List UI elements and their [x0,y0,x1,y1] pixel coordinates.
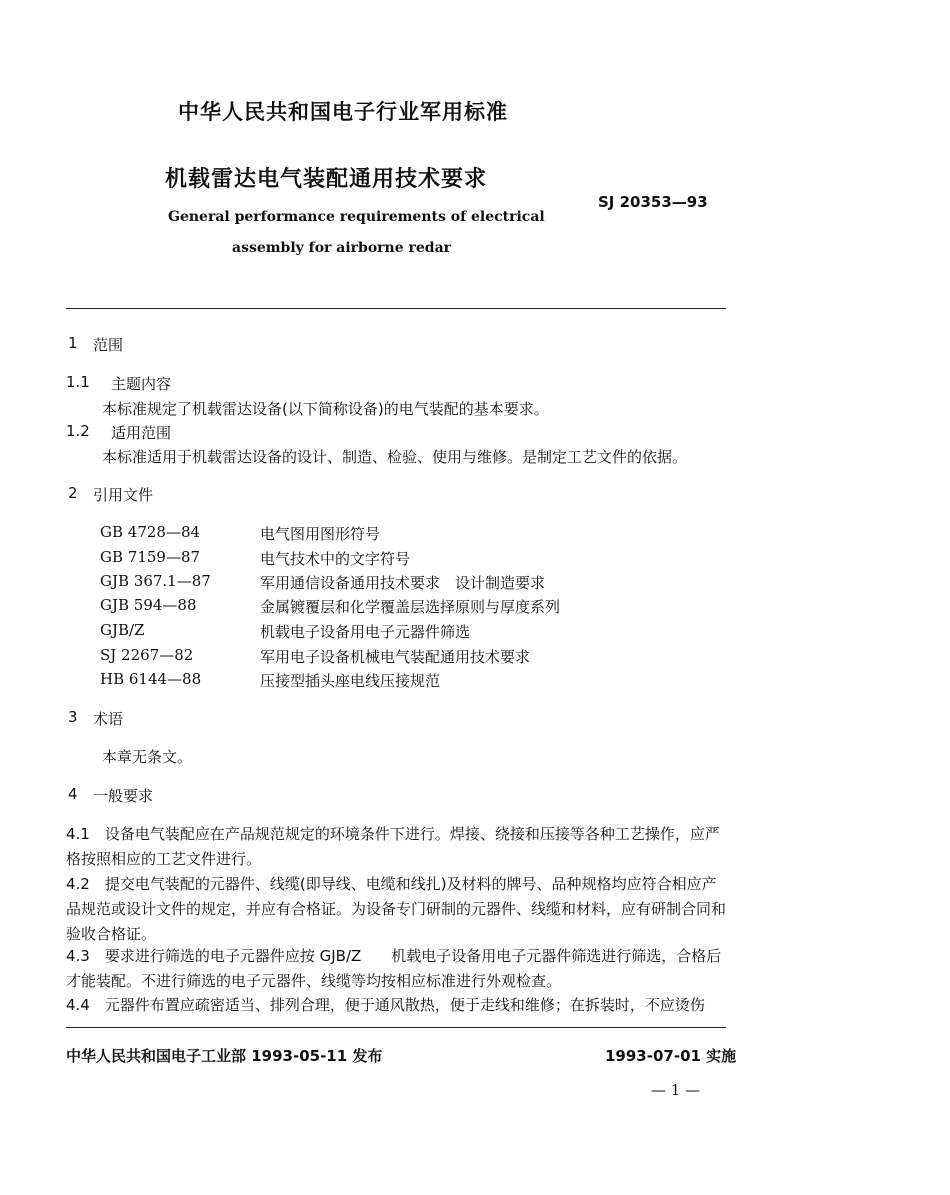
english-title-line2: assembly for airborne redar [232,240,452,256]
section-4-number: 4 [68,785,78,803]
section-2-title: 引用文件 [93,486,154,504]
section-3-number: 3 [68,708,78,726]
paragraph-4-3: 4.3 要求进行筛选的电子元器件应按 GJB/Z 机载电子设备用电子元器件筛选进行筛选，合格后才能装配。不进行筛选的电子元器件、线缆等均按相应标准进行外观检查。 [66,947,722,990]
reference-code: GB 4728—84 [100,523,201,541]
footer-divider [66,1027,726,1028]
effective-date: 1993-07-01 实施 [605,1047,737,1065]
section-1-2-text: 本标准适用于机载雷达设备的设计、制造、检验、使用与维修。是制定工艺文件的依据。 [102,448,688,466]
reference-title: 军用电子设备机械电气装配通用技术要求 [260,648,531,666]
section-1-1-title: 主题内容 [111,375,172,393]
section-3-title: 术语 [93,710,124,728]
standard-code: SJ 20353—93 [598,193,708,211]
issue-date: 中华人民共和国电子工业部 1993-05-11 发布 [66,1047,383,1065]
reference-code: GJB 367.1—87 [100,572,211,590]
section-4-title: 一般要求 [93,787,154,805]
section-1-1-text: 本标准规定了机载雷达设备(以下简称设备)的电气装配的基本要求。 [102,400,549,418]
reference-code: GJB 594—88 [100,596,197,614]
section-1-1-number: 1.1 [66,373,90,391]
reference-code: HB 6144—88 [100,670,202,688]
paragraph-4-2: 4.2 提交电气装配的元器件、线缆(即导线、电缆和线扎)及材料的牌号、品种规格均应符合相应产品规范或设计文件的规定，并应有合格证。为设备专门研制的元器件、线缆和材料，应有研制合同和验收合格证。 [66,875,727,943]
section-1-2-number: 1.2 [66,422,90,440]
reference-title: 压接型插头座电线压接规范 [260,672,441,690]
reference-title: 电气技术中的文字符号 [260,550,411,568]
standard-category: 中华人民共和国电子行业军用标准 [178,100,508,124]
reference-code: SJ 2267—82 [100,646,194,664]
reference-title: 金属镀覆层和化学覆盖层选择原则与厚度系列 [260,598,561,616]
reference-code: GJB/Z [100,621,145,639]
section-1-title: 范围 [93,336,124,354]
paragraph-4-1: 4.1 设备电气装配应在产品规范规定的环境条件下进行。焊接、绕接和压接等各种工艺操作，应严格按照相应的工艺文件进行。 [66,825,720,868]
header-divider [66,308,726,309]
section-1-number: 1 [68,334,78,352]
document-title: 机载雷达电气装配通用技术要求 [165,167,488,192]
reference-title: 军用通信设备通用技术要求 设计制造要求 [260,574,546,592]
section-2-number: 2 [68,484,78,502]
reference-code: GB 7159—87 [100,548,201,566]
english-title-line1: General performance requirements of electrical [168,209,545,225]
section-1-2-title: 适用范围 [111,424,172,442]
page-number: — 1 — [651,1081,701,1099]
reference-title: 机载电子设备用电子元器件筛选 [260,623,471,641]
paragraph-4-4: 4.4 元器件布置应疏密适当、排列合理，便于通风散热，便于走线和维修；在拆装时，不应烫伤 [66,996,705,1014]
reference-title: 电气图用图形符号 [260,525,381,543]
section-3-text: 本章无条文。 [102,748,193,766]
